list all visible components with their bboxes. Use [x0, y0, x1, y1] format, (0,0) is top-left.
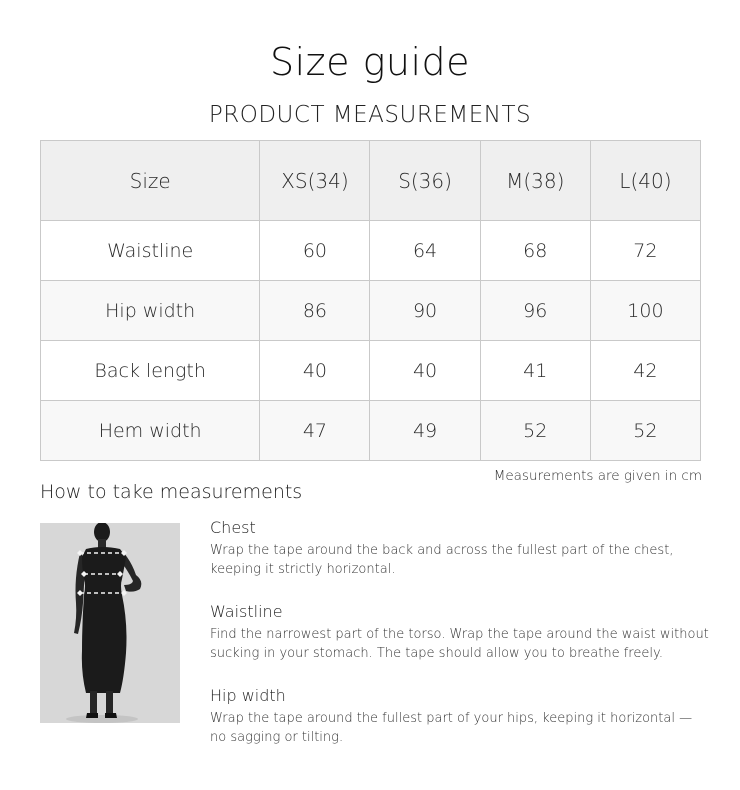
section-title: How to take measurements	[40, 481, 303, 503]
table-header-cell: L(40)	[590, 141, 700, 221]
table-row	[41, 281, 701, 341]
instruction-hip-width	[210, 686, 710, 747]
table-cell: 96	[480, 281, 590, 341]
table-cell: 100	[590, 281, 700, 341]
instruction-title: Chest	[210, 518, 256, 537]
table-cell: 41	[480, 341, 590, 401]
dress-measurement-figure-icon	[40, 523, 180, 723]
table-cell: 42	[590, 341, 700, 401]
table-cell: 47	[260, 401, 370, 461]
table-cell: 52	[480, 401, 590, 461]
table-header-cell: XS(34)	[260, 141, 370, 221]
table-cell: 40	[260, 341, 370, 401]
page-subtitle: PRODUCT MEASUREMENTS	[208, 102, 532, 128]
row-label: Waistline	[41, 221, 260, 281]
table-row	[41, 341, 701, 401]
instruction-waistline	[210, 602, 710, 663]
table-header-row	[41, 141, 701, 221]
table-cell: 40	[370, 341, 480, 401]
page-title: Size guide	[269, 40, 471, 84]
table-cell: 68	[480, 221, 590, 281]
instruction-text: Wrap the tape around the fullest part of your hips, keeping it horizontal — no sagging or tilting.	[210, 711, 693, 745]
table-cell: 86	[260, 281, 370, 341]
table-cell: 90	[370, 281, 480, 341]
table-cell: 60	[260, 221, 370, 281]
row-label: Hem width	[41, 401, 260, 461]
table-cell: 52	[590, 401, 700, 461]
table-cell: 64	[370, 221, 480, 281]
instruction-title: Hip width	[210, 686, 286, 705]
table-row	[41, 221, 701, 281]
table-header-cell: M(38)	[480, 141, 590, 221]
row-label: Back length	[41, 341, 260, 401]
table-row	[41, 401, 701, 461]
instruction-chest	[210, 518, 710, 579]
instruction-text: Find the narrowest part of the torso. Wrap the tape around the waist without sucking in your stomach. The tape should allow you to breathe freely.	[210, 627, 709, 661]
table-header-cell: S(36)	[370, 141, 480, 221]
instruction-title: Waistline	[210, 602, 283, 621]
units-note: Measurements are given in cm	[493, 468, 702, 484]
table-header-cell: Size	[41, 141, 260, 221]
size-table	[40, 140, 701, 461]
table-cell: 72	[590, 221, 700, 281]
row-label: Hip width	[41, 281, 260, 341]
measurement-figure	[40, 523, 180, 723]
instruction-text: Wrap the tape around the back and across the fullest part of the chest, keeping it strictly horizontal.	[210, 543, 674, 577]
table-cell: 49	[370, 401, 480, 461]
